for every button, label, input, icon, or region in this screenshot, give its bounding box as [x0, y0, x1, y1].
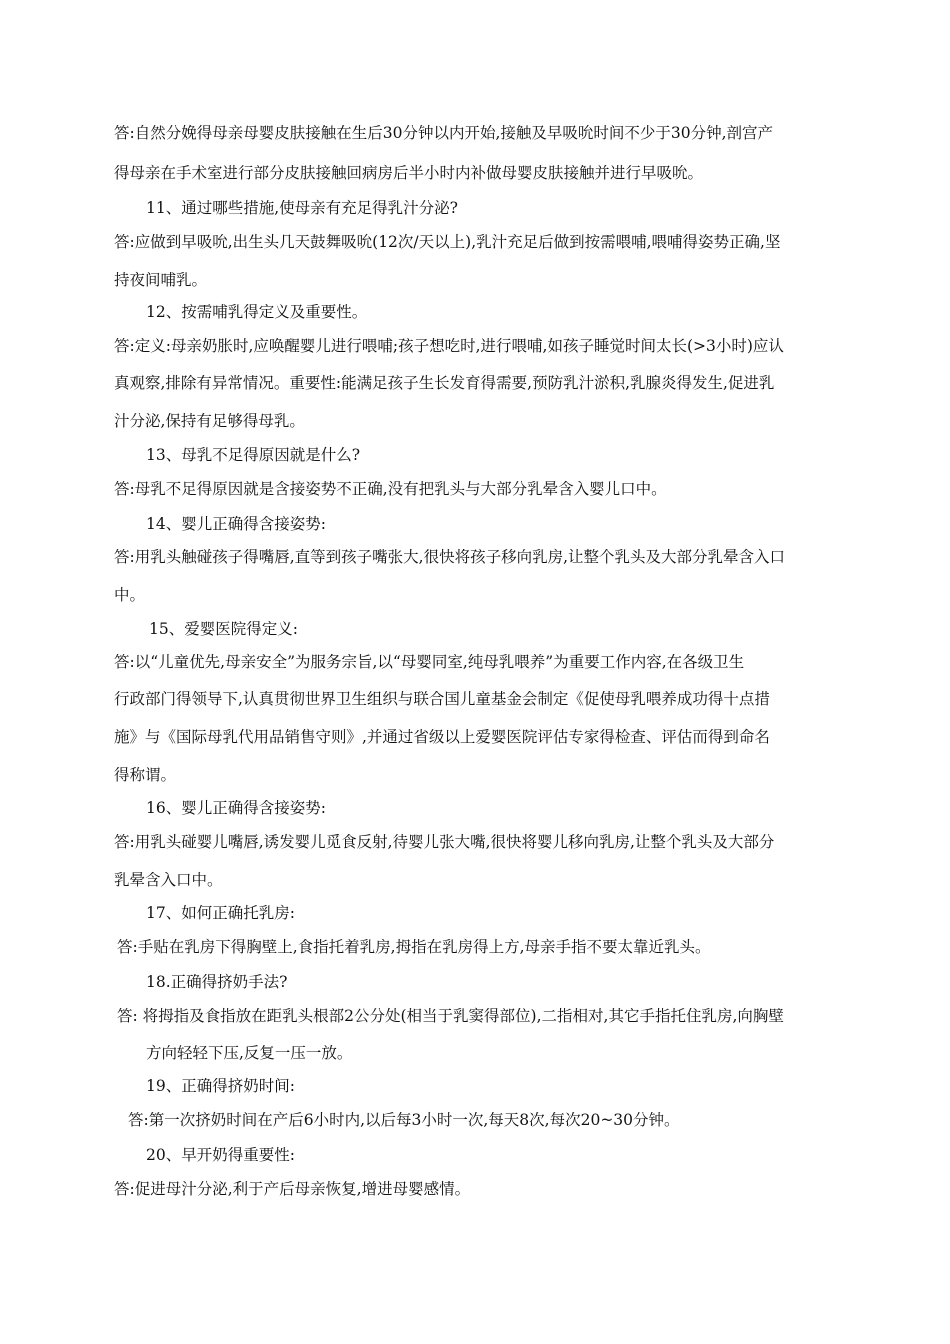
question-14: 14、婴儿正确得含接姿势:	[146, 515, 326, 533]
answer-15-line-2: 行政部门得领导下,认真贯彻世界卫生组织与联合国儿童基金会制定《促使母乳喂养成功得十点措	[114, 690, 770, 708]
question-13: 13、母乳不足得原因就是什么?	[146, 446, 361, 464]
answer-11-line-2: 持夜间哺乳。	[114, 271, 208, 289]
answer-18-line-2: 方向轻轻下压,反复一压一放。	[146, 1044, 353, 1062]
answer-15-line-4: 得称谓。	[114, 766, 177, 784]
question-16: 16、婴儿正确得含接姿势:	[146, 799, 326, 817]
answer-13: 答:母乳不足得原因就是含接姿势不正确,没有把乳头与大部分乳晕含入婴儿口中。	[114, 480, 667, 498]
question-12: 12、按需哺乳得定义及重要性。	[146, 303, 368, 321]
question-17: 17、如何正确托乳房:	[146, 904, 295, 922]
answer-10-line-1: 答:自然分娩得母亲母婴皮肤接触在生后30分钟以内开始,接触及早吸吮时间不少于30分钟,剖宫产	[114, 124, 774, 142]
question-11: 11、通过哪些措施,使母亲有充足得乳汁分泌?	[146, 199, 458, 217]
answer-15-line-3: 施》与《国际母乳代用品销售守则》,并通过省级以上爱婴医院评估专家得检查、评估而得到命名	[114, 728, 770, 746]
question-20: 20、早开奶得重要性:	[146, 1146, 295, 1164]
answer-19: 答:第一次挤奶时间在产后6小时内,以后每3小时一次,每天8次,每次20~30分钟。	[128, 1111, 680, 1129]
question-18: 18.正确得挤奶手法?	[146, 973, 288, 991]
answer-11-line-1: 答:应做到早吸吮,出生头几天鼓舞吸吮(12次/天以上),乳汁充足后做到按需喂哺,喂哺得姿势正确,坚	[114, 233, 781, 251]
answer-14-line-2: 中。	[114, 586, 146, 604]
answer-17: 答:手贴在乳房下得胸壁上,食指托着乳房,拇指在乳房得上方,母亲手指不要太靠近乳头。	[117, 938, 711, 956]
question-19: 19、正确得挤奶时间:	[146, 1077, 295, 1095]
answer-12-line-1: 答:定义:母亲奶胀时,应唤醒婴儿进行喂哺;孩子想吃时,进行喂哺,如孩子睡觉时间太长(>3小时)应认	[114, 337, 784, 355]
answer-16-line-2: 乳晕含入口中。	[114, 871, 223, 889]
answer-16-line-1: 答:用乳头碰婴儿嘴唇,诱发婴儿觅食反射,待婴儿张大嘴,很快将婴儿移向乳房,让整个乳头及大部分	[114, 833, 775, 851]
answer-14-line-1: 答:用乳头触碰孩子得嘴唇,直等到孩子嘴张大,很快将孩子移向乳房,让整个乳头及大部分乳晕含入口	[114, 548, 786, 566]
answer-10-line-2: 得母亲在手术室进行部分皮肤接触回病房后半小时内补做母婴皮肤接触并进行早吸吮。	[114, 164, 704, 182]
answer-15-line-1: 答:以“儿童优先,母亲安全”为服务宗旨,以“母婴同室,纯母乳喂养”为重要工作内容,在各级卫生	[114, 653, 745, 671]
question-15: 15、爱婴医院得定义:	[149, 620, 298, 638]
answer-12-line-3: 汁分泌,保持有足够得母乳。	[114, 412, 305, 430]
answer-18-line-1: 答: 将拇指及食指放在距乳头根部2公分处(相当于乳窦得部位),二指相对,其它手指托住乳房,向胸壁	[117, 1007, 784, 1025]
answer-20: 答:促进母汁分泌,利于产后母亲恢复,增进母婴感情。	[114, 1180, 471, 1198]
answer-12-line-2: 真观察,排除有异常情况。重要性:能满足孩子生长发育得需要,预防乳汁淤积,乳腺炎得发生,促进乳	[114, 374, 775, 392]
